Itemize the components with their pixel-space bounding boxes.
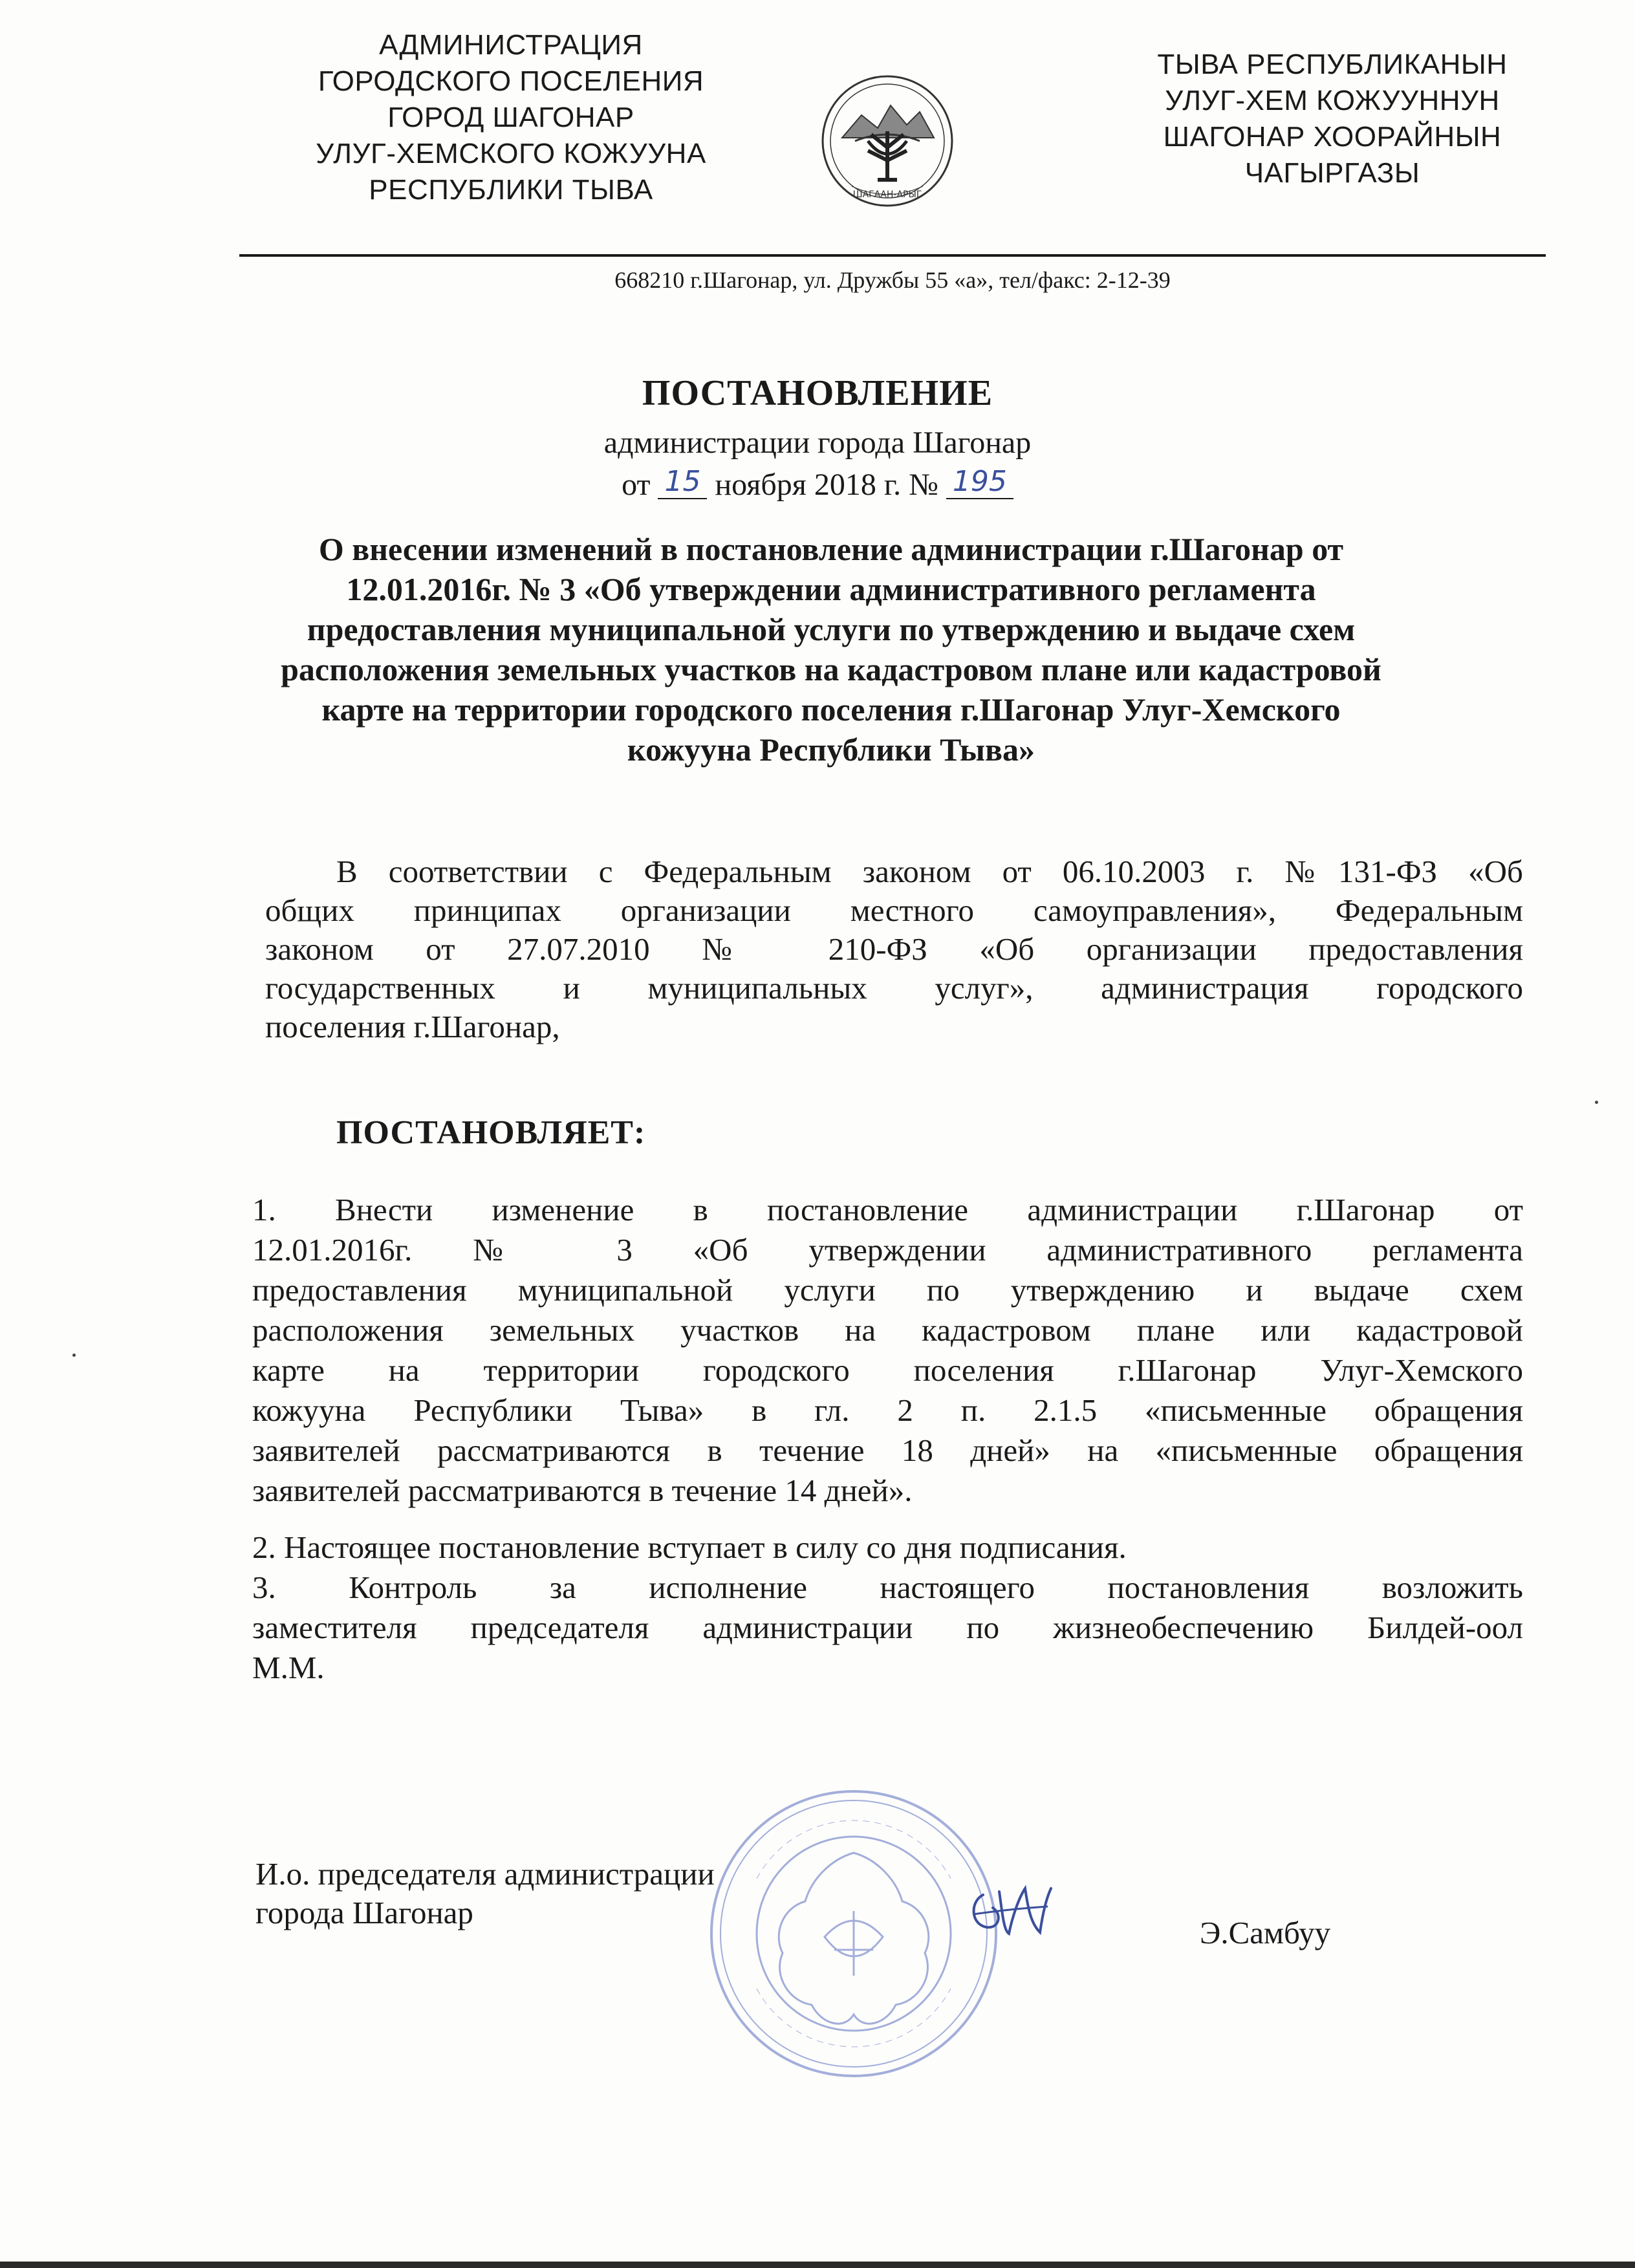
handwritten-signature-icon [964,1875,1054,1947]
header-left-line: ГОРОДСКОГО ПОСЕЛЕНИЯ [318,65,704,97]
header-left-block [259,27,763,208]
official-seal-icon [702,1782,1006,2086]
signatory-title-line: города Шагонар [255,1895,473,1930]
resolve-heading: ПОСТАНОВЛЯЕТ: [336,1114,646,1151]
item-1-line: кожууна Республики Тыва» в гл. 2 п. 2.1.5 «письменные обращения [252,1392,1523,1428]
header-divider [239,254,1546,257]
preamble-line: общих принципах организации местного самоуправления», Федеральным [265,892,1523,928]
city-emblem-icon [816,70,958,212]
subject-line: 12.01.2016г. № 3 «Об утверждении административного регламента [346,571,1316,607]
subject-line: кожууна Республики Тыва» [627,731,1035,768]
header-right-line: ТЫВА РЕСПУБЛИКАНЫН [1157,49,1508,80]
header-address: 668210 г.Шагонар, ул. Дружбы 55 «а», тел/факс: 2-12-39 [614,267,1171,293]
document-subtitle: администрации города Шагонар [603,426,1032,460]
subject-line: расположения земельных участков на кадастровом плане или кадастровой [281,651,1381,687]
item-1-line: предоставления муниципальной услуги по утверждению и выдаче схем [252,1272,1523,1308]
date-prefix: от [622,468,651,502]
item-1-line: заявителей рассматриваются в течение 14 дней». [252,1473,913,1508]
item-1-line: 12.01.2016г. № 3 «Об утверждении административного регламента [252,1232,1523,1268]
item-2 [252,1528,1523,1568]
preamble-paragraph [265,852,1523,1046]
preamble-line: В соответствии с Федеральным законом от 06.10.2003 г. №131-ФЗ «Об [336,854,1523,889]
subject-line: О внесении изменений в постановление администрации г.Шагонар от [318,531,1344,567]
scan-speck [1595,1101,1598,1104]
handwritten-number: 195 [946,465,1013,499]
header-right-line: ЧАГЫРГАЗЫ [1244,157,1420,189]
scan-speck [72,1354,76,1357]
item-3-line: заместителя председателя администрации по жизнеобеспечению Билдей-оол [252,1610,1523,1645]
header-left-line: АДМИНИСТРАЦИЯ [379,29,643,61]
subject-line: карте на территории городского поселения г.Шагонар Улуг-Хемского [321,691,1341,728]
item-3 [252,1568,1523,1688]
resolution-items [252,1190,1523,1688]
handwritten-day: 15 [658,465,707,499]
signatory-name: Э.Самбуу [1200,1915,1331,1950]
item-1-line: расположения земельных участков на кадастровом плане или кадастровой [252,1312,1523,1348]
header-right-line: УЛУГ-ХЕМ КОЖУУННУН [1165,85,1500,116]
subject-line: предоставления муниципальной услуги по утверждению и выдаче схем [307,611,1356,647]
document-title: ПОСТАНОВЛЕНИЕ [642,373,993,413]
header-right-block [1099,47,1565,191]
item-3-line: 3. Контроль за исполнение настоящего постановления возложить [252,1570,1523,1605]
svg-text:ШАГААН-АРЫГ: ШАГААН-АРЫГ [852,189,922,200]
document-subject [233,529,1429,770]
item-1-line: заявителей рассматриваются в течение 18 дней» на «письменные обращения [252,1432,1523,1468]
signatory-title [255,1855,715,1932]
preamble-line: законом от 27.07.2010 № 210-ФЗ «Об организации предоставления [265,931,1523,967]
item-1-line: карте на территории городского поселения г.Шагонар Улуг-Хемского [252,1352,1523,1388]
header-left-line: ГОРОД ШАГОНАР [387,102,634,133]
preamble-line: поселения г.Шагонар, [265,1009,560,1044]
item-1 [252,1190,1523,1511]
item-1-line: 1. Внести изменение в постановление администрации г.Шагонар от [252,1192,1523,1227]
preamble-line: государственных и муниципальных услуг», администрация городского [265,970,1523,1006]
date-month-year: ноября 2018 г. № [715,468,938,502]
document-date-line [0,467,1635,503]
item-3-line: М.М. [252,1650,325,1685]
header-left-line: УЛУГ-ХЕМСКОГО КОЖУУНА [316,138,706,169]
scan-edge [0,2262,1635,2268]
header-right-line: ШАГОНАР ХООРАЙНЫН [1163,121,1502,153]
header-left-line: РЕСПУБЛИКИ ТЫВА [369,174,653,206]
signatory-title-line: И.о. председателя администрации [255,1856,715,1892]
item-2-line: 2. Настоящее постановление вступает в силу со дня подписания. [252,1529,1127,1565]
